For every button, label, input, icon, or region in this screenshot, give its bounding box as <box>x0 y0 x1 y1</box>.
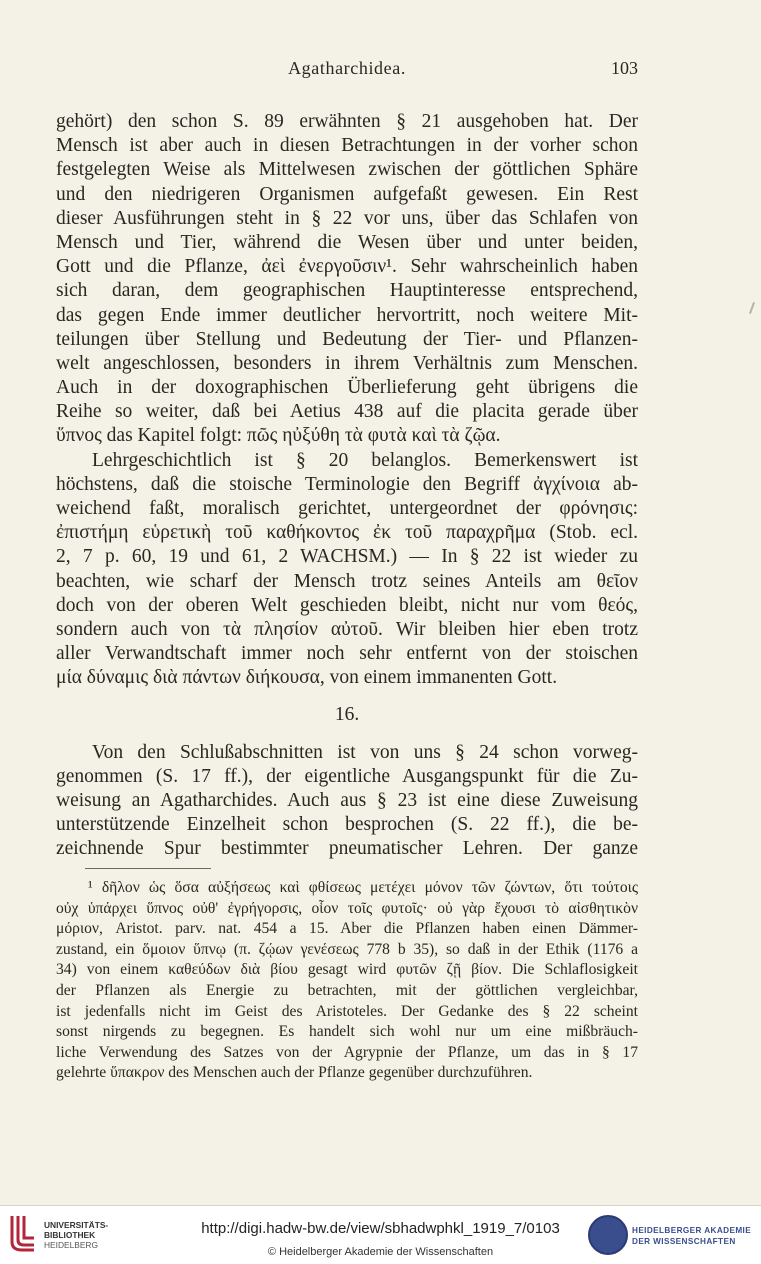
text-line: weisung an Agatharchides. Auch aus § 23 ist eine diese Zuweisung <box>56 789 638 811</box>
text-line: Von den Schlußabschnitten ist von uns § 24 schon vorweg- <box>92 741 638 763</box>
library-line-3: HEIDELBERG <box>44 1240 98 1250</box>
section-number: 16. <box>334 703 360 725</box>
text-line: Lehrgeschichtlich ist § 20 belanglos. Bemerkenswert ist <box>92 449 638 471</box>
footnote-line: zustand, ein ὅμοιον ὕπνῳ (π. ζῴων γενέσεως 778 b 35), so daß in der Ethik (1176 a <box>56 940 638 958</box>
footnote <box>56 878 638 1084</box>
text-line: gehört) den schon S. 89 erwähnten § 21 ausgehoben hat. Der <box>56 111 638 132</box>
text-line: das gegen Ende immer deutlicher hervortritt, noch weitere Mit- <box>56 304 638 326</box>
footnote-line: gelehrte ὕπακρον des Menschen auch der Pflanze gegenüber durchzuführen. <box>56 1064 533 1082</box>
footnote-line: liche Verwendung des Satzes von der Agrypnie der Pflanze, um das in § 17 <box>56 1043 638 1061</box>
footnote-line: sonst nirgends zu begegnen. Es handelt sich wohl nur um eine mißbräuch- <box>56 1023 638 1041</box>
footnote-line: ¹ δῆλον ὡς ὅσα αὐξήσεως καὶ φθίσεως μετέχει μόνον τῶν ζώντων, ὅτι τούτοις <box>88 879 638 896</box>
text-line: Auch in der doxographischen Überlieferung geht übrigens die <box>56 377 638 399</box>
text-line: höchstens, daß die stoische Terminologie den Begriff ἀγχίνοια ab- <box>56 473 638 495</box>
digitization-footer <box>0 1205 761 1264</box>
text-line: und den niedrigeren Organismen aufgefaßt gewesen. Ein Rest <box>56 183 638 205</box>
text-line: ἐπιστήμη εὑρετικὴ τοῦ καθήκοντος ἐκ τοῦ παραχρῆμα (Stob. ecl. <box>56 522 638 544</box>
text-line: welt angeschlossen, besonders in ihrem Verhältnis zum Menschen. <box>56 352 638 374</box>
academy-line-2: DER WISSENSCHAFTEN <box>632 1237 736 1246</box>
text-line: aller Verwandtschaft immer noch sehr entfernt von der stoischen <box>56 643 638 665</box>
text-line: unterstützende Einzelheit schon besprochen (S. 22 ff.), die be- <box>56 814 638 836</box>
permalink[interactable]: http://digi.hadw-bw.de/view/sbhadwphkl_1919_7/0103 <box>201 1220 560 1237</box>
text-line: Gott und die Pflanze, ἀεὶ ἐνεργοῦσιν¹. Sehr wahrscheinlich haben <box>56 256 638 278</box>
text-line: doch von der oberen Welt geschieden bleibt, nicht nur vom θεός, <box>56 594 638 616</box>
footnote-line: ist jedenfalls nicht im Geist des Aristoteles. Der Gedanke des § 22 scheint <box>56 1002 638 1020</box>
text-line: weichend faßt, moralisch gerichtet, untergeordnet der φρόνησις: <box>56 498 638 519</box>
text-line: Mensch und Tier, während die Wesen über und unter beiden, <box>56 231 638 253</box>
text-line: μία δύναμις διὰ πάντων διήκουσα, von einem immanenten Gott. <box>56 667 558 689</box>
scan-mark <box>749 302 755 314</box>
footnote-line: οὐχ ὑπάρχει ὕπνος οὐθ' ἐγρήγορσις, οἷον τοῖς φυτοῖς· οὐ γὰρ ἔχουσι τὸ αἰσθητικὸν <box>56 899 638 917</box>
text-line: genommen (S. 17 ff.), der eigentliche Ausgangspunkt für die Zu- <box>56 765 638 787</box>
text-line: teilungen über Stellung und Bedeutung der Tier- und Pflanzen- <box>56 328 638 350</box>
academy-seal-icon <box>588 1215 628 1255</box>
copyright-notice: © Heidelberger Akademie der Wissenschaften <box>267 1246 494 1258</box>
library-line-2: BIBLIOTHEK <box>44 1230 96 1240</box>
text-line: ὕπνος das Kapitel folgt: πῶς ηὐξύθη τὰ φυτὰ καὶ τὰ ζῷα. <box>56 425 501 447</box>
library-line-1: UNIVERSITÄTS- <box>44 1220 109 1230</box>
page-number: 103 <box>611 58 638 78</box>
footnote-line: 34) von einem καθεύδων διὰ βίου gesagt wird φυτῶν ζῇ βίον. Die Schlaflosigkeit <box>56 961 638 979</box>
text-line: Reihe so weiter, daß bei Aetius 438 auf die placita gerade über <box>56 401 638 423</box>
academy-name <box>632 1225 751 1247</box>
text-line: 2, 7 p. 60, 19 und 61, 2 WACHSM.) — In § 22 ist wieder zu <box>56 546 638 568</box>
academy-line-1: HEIDELBERGER AKADEMIE <box>632 1226 752 1235</box>
text-line: Mensch ist aber auch in diesen Betrachtungen in der vorher schon <box>56 135 638 157</box>
text-line: dieser Ausführungen steht in § 22 vor uns, über das Schlafen von <box>56 207 638 229</box>
paragraph-1 <box>56 110 638 449</box>
paragraph-3 <box>56 741 638 862</box>
text-line: sich daran, dem geographischen Hauptinteresse entsprechend, <box>56 280 638 302</box>
main-text <box>56 110 638 861</box>
running-title: Agatharchidea. <box>288 58 406 78</box>
footnote-line: μόριον, Aristot. parv. nat. 454 a 15. Aber die Pflanzen haben einen Dämmer- <box>56 920 638 938</box>
text-line: beachten, wie scharf der Mensch trotz seines Anteils am θεῖον <box>56 570 638 592</box>
text-line: festgelegten Weise als Mittelwesen zwischen der göttlichen Sphäre <box>56 159 638 181</box>
footnote-line: der Pflanzen als Energie zu betrachten, mit der göttlichen vergleichbar, <box>56 981 638 999</box>
text-line: zeichnende Spur bestimmter pneumatischer Lehren. Der ganze <box>56 838 638 860</box>
footnote-rule <box>85 868 211 869</box>
text-line: sondern auch von τὰ πλησίον αὐτοῦ. Wir bleiben hier eben trotz <box>56 618 638 640</box>
paragraph-2 <box>56 449 638 691</box>
page-header <box>56 58 638 84</box>
